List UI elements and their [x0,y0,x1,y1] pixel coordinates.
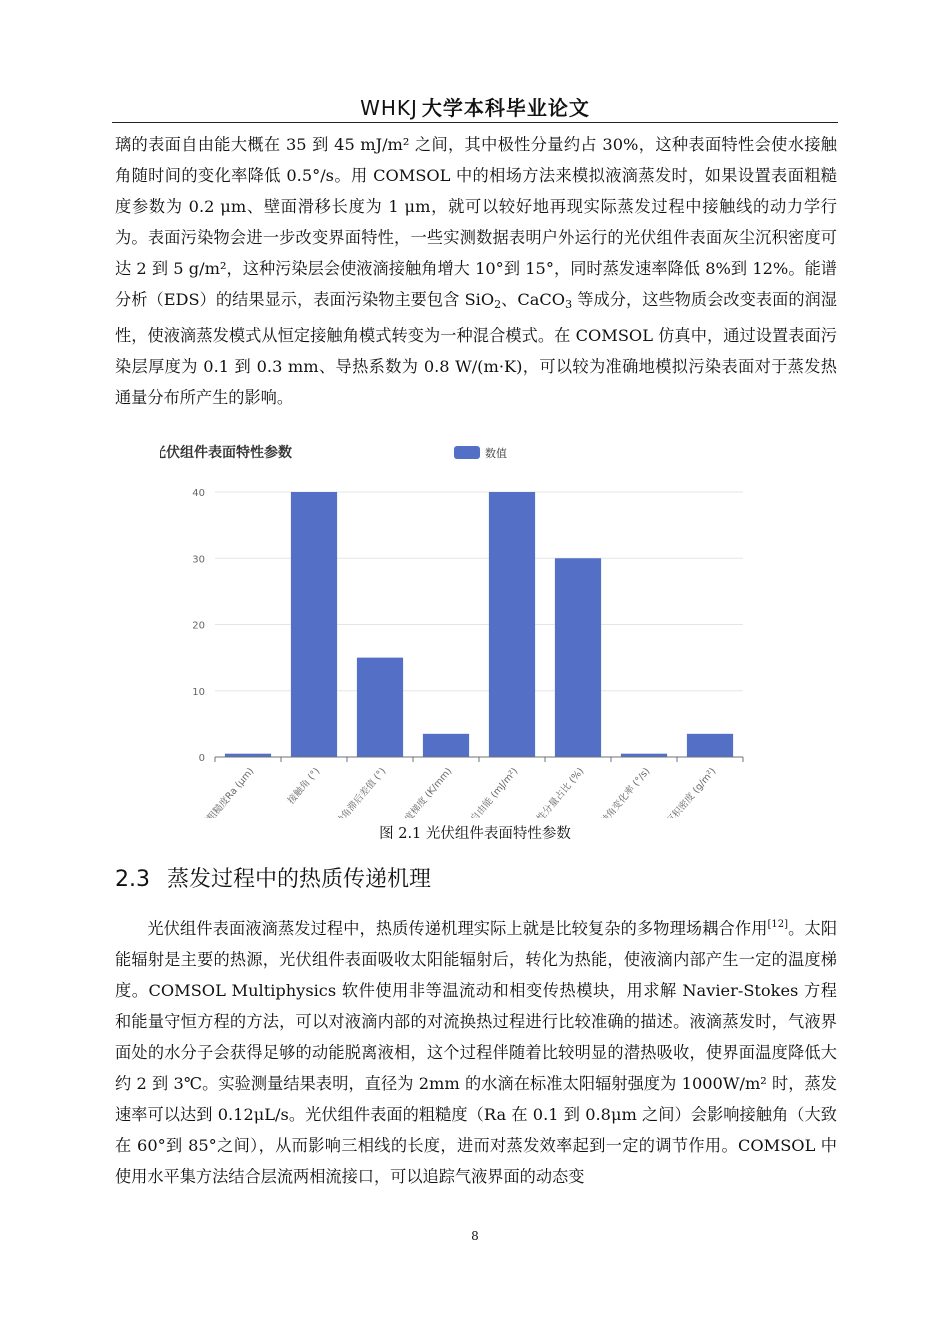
bar-chart-svg [160,440,780,818]
section-number: 2.3 [115,867,150,892]
x-tick-label: 极性分量占比 (%) [528,765,587,818]
header-rule [112,122,838,123]
citation-12: [12] [767,919,789,930]
y-tick-label: 10 [192,686,205,698]
y-tick-label: 30 [192,554,205,566]
section-title: 蒸发过程中的热质传递机理 [167,867,432,892]
x-tick-label: 表面自由能 (mJ/m²) [456,765,521,818]
para1-sub-2: 3 [565,298,573,311]
bar [555,558,601,757]
legend-label: 数值 [485,447,507,460]
page-number: 8 [471,1229,479,1243]
bar [687,734,733,757]
running-header [0,92,950,121]
x-tick-label: 表面粗糙度Ra (μm) [192,765,257,818]
para1-sub-1: 2 [494,298,502,311]
paragraph-heat-mass-transfer [115,909,837,1192]
bar [291,492,337,757]
section-heading [115,862,431,893]
paragraph-surface-properties [115,129,837,413]
bar [357,658,403,757]
chart-title: 光伏组件表面特性参数 [160,445,292,461]
bar-chart [160,440,780,818]
x-tick-label: 接触角变化率 (°/s) [592,765,653,818]
header-title: 大学本科毕业论文 [421,96,590,120]
x-tick-label: 灰尘沉积密度 (g/m²) [652,765,719,818]
legend-swatch [454,446,480,459]
x-tick-label: 接触角 (°) [285,765,323,807]
bar [423,734,469,757]
para2-text-b: 。太阳能辐射是主要的热源，光伏组件表面吸收太阳能辐射后，转化为热能，使液滴内部产生一定的温度梯度。COMSOL Multiphysics 软件使用非等温流动和相变传热模块，用求解 Navier-Stokes 方程和能量守恒方程的方法，可以对液滴内部的对流换热过程进行比较准确的描述。液滴蒸发时，气液界面处的水分子会获得足够的动能脱离液相，这个过程伴随着比较明显的潜热吸收，使界面温度降低大约 2 到 3℃。实验测量结果表明，直径为 2mm 的水滴在标准太阳辐射强度为 1000W/m² 时，蒸发速率可以达到 0.12μL/s。光伏组件表面的粗糙度（Ra 在 0.1 到 0.8μm 之间）会影响接触角（大致在 60°到 85°之间），从而影响三相线的长度，进而对蒸发效率起到一定的调节作用。COMSOL 中使用水平集方法结合层流两相流接口，可以追踪气液界面的动态变 [115,919,838,1186]
header-latin: WHKJ [360,96,418,120]
y-tick-label: 0 [198,753,205,764]
para1-text-a: 璃的表面自由能大概在 35 到 45 mJ/m² 之间，其中极性分量约占 30%，这种表面特性会使水接触角随时间的变化率降低 0.5°/s。用 COMSOL 中的相场方法来模拟液滴蒸发时，如果设置表面粗糙度参数为 0.2 μm、壁面滑移长度为 1 μm，就可以较好地再现实际蒸发过程中接触线的动力学行为。表面污染物会进一步改变界面特性，一些实测数据表明户外运行的光伏组件表面灰尘沉积密度可达 2 到 5 g/m²，这种污染层会使液滴接触角增大 10°到 15°，同时蒸发速率降低 8%到 12%。能谱分析（EDS）的结果显示，表面污染物主要包含 SiO [115,135,837,309]
y-tick-label: 40 [192,488,205,499]
figure-caption: 图 2.1 光伏组件表面特性参数 [379,826,571,842]
axis-layer [192,488,743,818]
para1-text-c: 等成分，这些物质会改变表面的润湿性，使液滴蒸发模式从恒定接触角模式转变为一种混合模式。在 COMSOL 仿真中，通过设置表面污染层厚度为 0.1 到 0.3 mm、导热系数为 0.8 W/(m·K)，可以较为准确地模拟污染表面对于蒸发热通量分布所产生的影响。 [115,290,837,407]
x-tick-label: 温度梯度 (K/mm) [396,765,455,818]
para2-text-a: 光伏组件表面液滴蒸发过程中，热质传递机理实际上就是比较复杂的多物理场耦合作用 [147,919,768,938]
y-tick-label: 20 [192,620,205,632]
x-tick-label: 接触角滞后差值 (°) [327,765,389,818]
para1-text-b: 、CaCO [501,290,566,309]
bar [489,492,535,757]
